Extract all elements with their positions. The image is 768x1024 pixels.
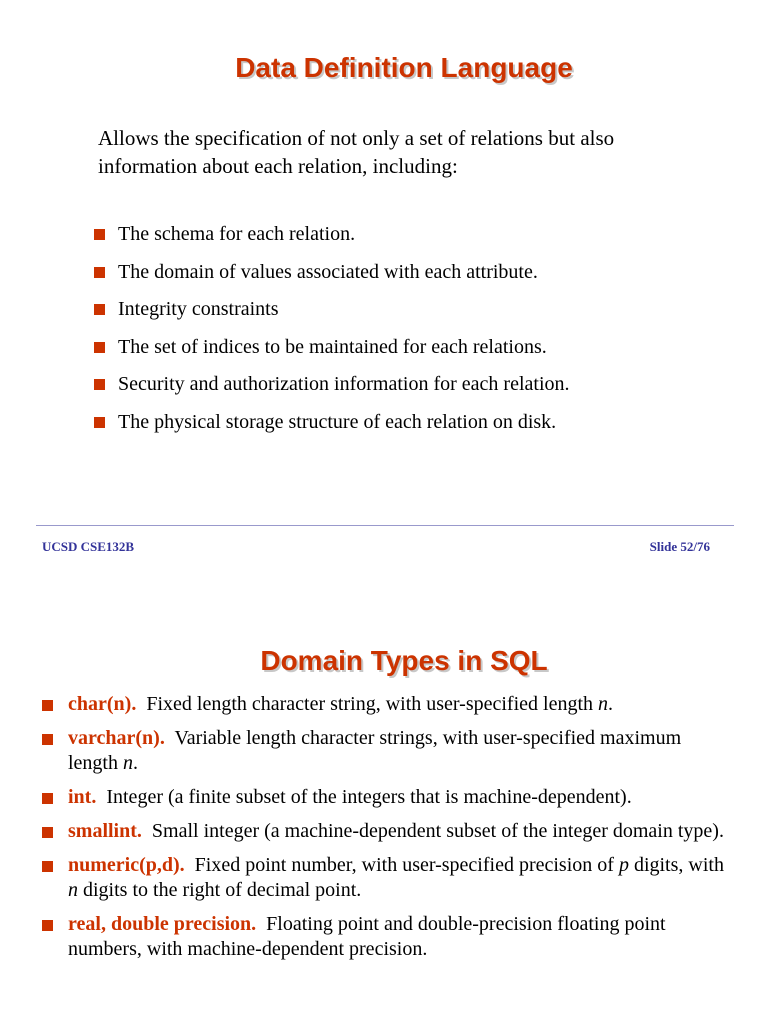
course-label: UCSD CSE132B bbox=[42, 539, 135, 554]
list-item bbox=[42, 853, 732, 903]
bullet-square-icon bbox=[94, 267, 105, 278]
type-description-end: digits to the right of decimal point. bbox=[78, 879, 362, 901]
list-item bbox=[94, 220, 570, 258]
bullet-text: Security and authorization information for each relation. bbox=[118, 373, 570, 396]
type-term: numeric(p,d). bbox=[68, 854, 185, 876]
slide-number: Slide 52/76 bbox=[649, 539, 710, 554]
bullet-square-icon bbox=[42, 793, 53, 804]
ddl-bullet-list bbox=[94, 220, 570, 446]
list-item bbox=[42, 726, 732, 776]
type-description: Small integer (a machine-dependent subset of the integer domain type). bbox=[151, 820, 724, 842]
bullet-text: The set of indices to be maintained for each relations. bbox=[118, 335, 547, 358]
bullet-text: Integrity constraints bbox=[118, 298, 279, 321]
type-variable: n bbox=[123, 752, 133, 774]
bullet-square-icon bbox=[94, 229, 105, 240]
type-description: Floating point and double-precision floating point numbers, with machine-dependent precision. bbox=[68, 913, 666, 960]
bullet-square-icon bbox=[94, 304, 105, 315]
list-item bbox=[42, 912, 732, 962]
list-item bbox=[94, 370, 570, 408]
type-term: char(n). bbox=[68, 693, 137, 715]
type-description: Fixed length character string, with user-specified length bbox=[146, 693, 599, 715]
bullet-square-icon bbox=[94, 379, 105, 390]
slide-title-ddl: Data Definition Language bbox=[235, 52, 573, 83]
bullet-text: The domain of values associated with each attribute. bbox=[118, 260, 538, 283]
type-variable: n bbox=[598, 693, 609, 715]
type-term: varchar(n). bbox=[68, 727, 165, 749]
footer-divider bbox=[36, 525, 734, 526]
type-description-end: . bbox=[133, 752, 138, 774]
type-term: int. bbox=[68, 786, 97, 808]
domain-types-list bbox=[42, 692, 732, 971]
list-item bbox=[42, 785, 732, 810]
type-variable: p bbox=[618, 854, 629, 876]
slide-title-domain-types: Domain Types in SQL bbox=[260, 645, 548, 676]
type-description: Integer (a finite subset of the integers that is machine-dependent). bbox=[106, 786, 632, 808]
list-item bbox=[94, 333, 570, 371]
bullet-square-icon bbox=[94, 417, 105, 428]
list-item bbox=[42, 692, 732, 717]
list-item bbox=[94, 295, 570, 333]
list-item bbox=[42, 819, 732, 844]
type-description: Fixed point number, with user-specified precision of bbox=[194, 854, 619, 876]
intro-paragraph: Allows the specification of not only a set of relations but also information about each relation, including: bbox=[98, 126, 615, 178]
list-item bbox=[94, 408, 570, 446]
bullet-square-icon bbox=[42, 734, 53, 745]
bullet-square-icon bbox=[94, 342, 105, 353]
bullet-square-icon bbox=[42, 861, 53, 872]
type-description-mid: digits, with bbox=[628, 854, 724, 876]
bullet-square-icon bbox=[42, 920, 53, 931]
list-item bbox=[94, 258, 570, 296]
bullet-square-icon bbox=[42, 700, 53, 711]
bullet-text: The schema for each relation. bbox=[118, 223, 356, 245]
type-variable: n bbox=[68, 879, 78, 901]
type-term: smallint. bbox=[68, 820, 142, 842]
type-description-end: . bbox=[608, 693, 614, 715]
type-term: real, double precision. bbox=[68, 913, 257, 935]
bullet-square-icon bbox=[42, 827, 53, 838]
bullet-text: The physical storage structure of each relation on disk. bbox=[118, 410, 557, 433]
type-description: Variable length character strings, with user-specified maximum length bbox=[68, 727, 682, 774]
